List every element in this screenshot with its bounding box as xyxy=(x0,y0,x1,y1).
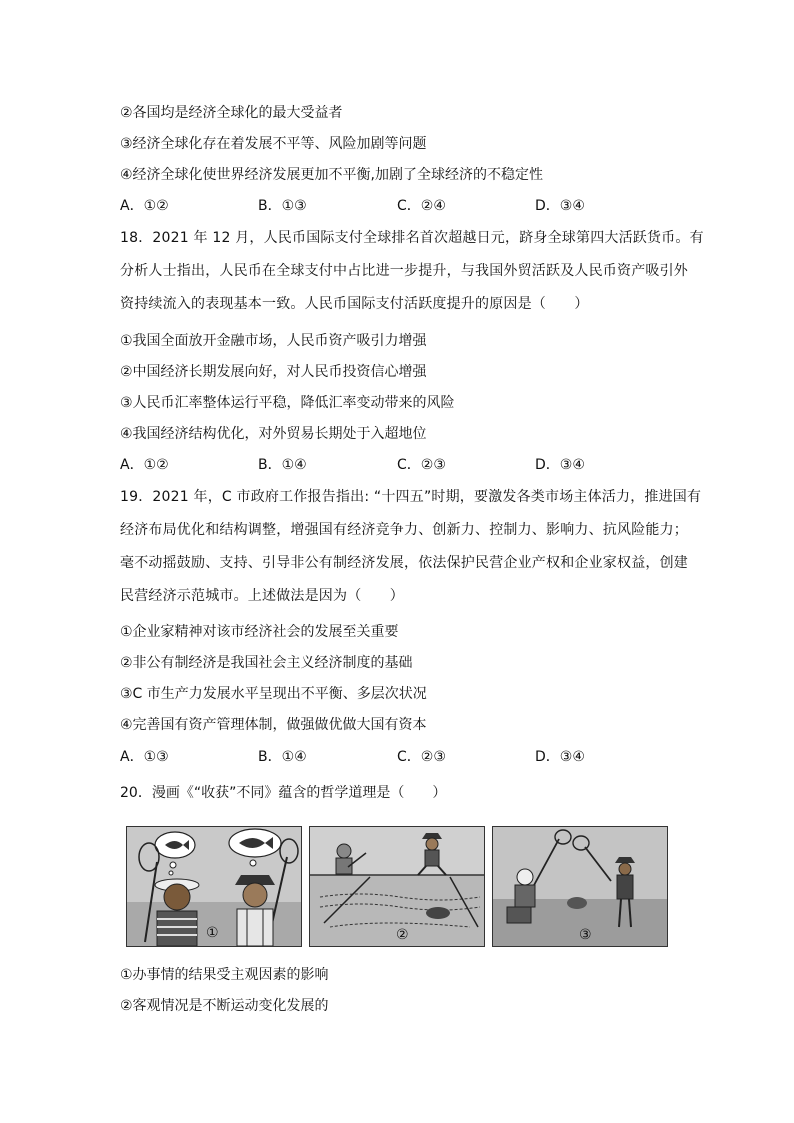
q19-stem-line-2: 经济布局优化和结构调整，增强国有经济竞争力、创新力、控制力、影响力、抗风险能力； xyxy=(120,522,688,538)
q19-option-d[interactable]: D．③④ xyxy=(535,749,585,765)
q19-stem-line-1: 19．2021 年，C 市政府工作报告指出: “十四五”时期，要激发各类市场主体活力，推进国有 xyxy=(120,489,702,505)
q18-option-c[interactable]: C．②③ xyxy=(397,457,446,473)
q18-item-2: ②中国经济长期发展向好，对人民币投资信心增强 xyxy=(120,364,427,380)
q19-item-2: ②非公有制经济是我国社会主义经济制度的基础 xyxy=(120,655,413,671)
comic-panel-3-label: ③ xyxy=(579,927,592,943)
q18-option-a[interactable]: A．①② xyxy=(120,457,169,473)
q18-option-b[interactable]: B．①④ xyxy=(258,457,307,473)
q19-option-b[interactable]: B．①④ xyxy=(258,749,307,765)
q17-options xyxy=(120,196,680,216)
comic-panel-1-label: ① xyxy=(206,925,219,941)
q18-item-1: ①我国全面放开金融市场，人民币资产吸引力增强 xyxy=(120,333,427,349)
q18-stem-line-2: 分析人士指出，人民币在全球支付中占比进一步提升，与我国外贸活跃及人民币资产吸引外 xyxy=(120,263,688,279)
q19-stem-line-3: 毫不动摇鼓励、支持、引导非公有制经济发展，依法保护民营企业产权和企业家权益，创建 xyxy=(120,555,688,571)
q18-options xyxy=(120,455,680,475)
q18-item-4: ④我国经济结构优化，对外贸易长期处于入超地位 xyxy=(120,426,427,442)
q20-item-2: ②客观情况是不断运动变化发展的 xyxy=(120,998,329,1014)
q20-item-1: ①办事情的结果受主观因素的影响 xyxy=(120,967,329,983)
q17-item-3: ③经济全球化存在着发展不平等、风险加剧等问题 xyxy=(120,136,427,152)
comic-panel-2 xyxy=(309,826,485,947)
q17-option-c[interactable]: C．②④ xyxy=(397,198,446,214)
q17-item-2: ②各国均是经济全球化的最大受益者 xyxy=(120,105,343,121)
q17-option-b[interactable]: B．①③ xyxy=(258,198,307,214)
comic-panel-3 xyxy=(492,826,668,947)
q18-stem-line-3: 资持续流入的表现基本一致。人民币国际支付活跃度提升的原因是（ ） xyxy=(120,296,589,312)
q18-option-d[interactable]: D．③④ xyxy=(535,457,585,473)
q17-option-a[interactable]: A．①② xyxy=(120,198,169,214)
q19-option-c[interactable]: C．②③ xyxy=(397,749,446,765)
q19-item-3: ③C 市生产力发展水平呈现出不平衡、多层次状况 xyxy=(120,686,427,702)
q18-item-3: ③人民币汇率整体运行平稳，降低汇率变动带来的风险 xyxy=(120,395,455,411)
q19-item-1: ①企业家精神对该市经济社会的发展至关重要 xyxy=(120,624,399,640)
q19-stem-line-4: 民营经济示范城市。上述做法是因为（ ） xyxy=(120,588,404,604)
q17-option-d[interactable]: D．③④ xyxy=(535,198,585,214)
q19-item-4: ④完善国有资产管理体制，做强做优做大国有资本 xyxy=(120,717,427,733)
q20-stem: 20．漫画《“收获”不同》蕴含的哲学道理是（ ） xyxy=(120,785,447,801)
q19-option-a[interactable]: A．①③ xyxy=(120,749,169,765)
comic-panel-2-label: ② xyxy=(396,927,409,943)
q19-options xyxy=(120,747,680,767)
q17-item-4: ④经济全球化使世界经济发展更加不平衡,加剧了全球经济的不稳定性 xyxy=(120,167,543,183)
comic-panel-1 xyxy=(126,826,302,947)
q18-stem-line-1: 18．2021 年 12 月，人民币国际支付全球排名首次超越日元，跻身全球第四大活跃货币。有 xyxy=(120,230,704,246)
